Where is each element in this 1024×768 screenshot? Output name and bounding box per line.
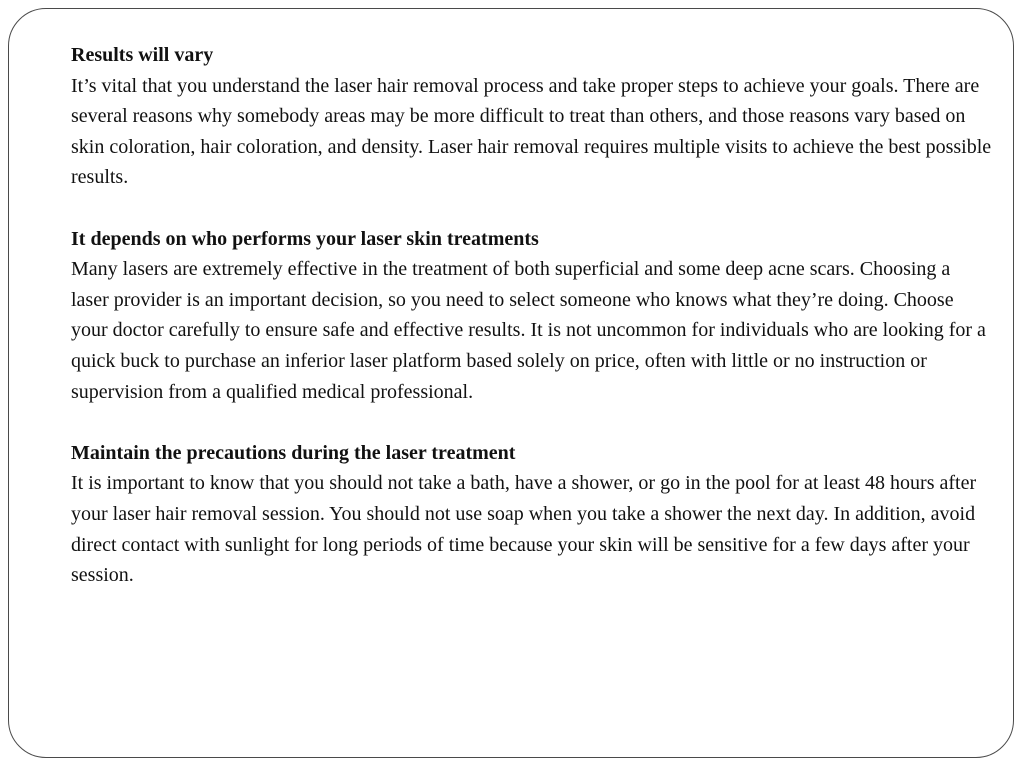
section-who-performs (71, 224, 993, 408)
section-heading: Maintain the precautions during the laser treatment (71, 441, 516, 464)
section-body: It is important to know that you should not take a bath, have a shower, or go in the pool for at least 48 hours after your laser hair removal session. You should not use soap when you take a shower the next day. In addition, avoid direct contact with sunlight for long periods of time because your skin will be sensitive for a few days after your session. (71, 472, 977, 587)
section-heading: It depends on who performs your laser skin treatments (71, 227, 539, 250)
slide-content (71, 40, 993, 621)
section-precautions (71, 438, 993, 591)
section-heading: Results will vary (71, 44, 214, 66)
section-results-will-vary (71, 40, 993, 193)
section-body: Many lasers are extremely effective in the treatment of both superficial and some deep acne scars. Choosing a laser provider is an important decision, so you need to select someone who knows what they’re doing. Choose your doctor carefully to ensure safe and effective results. It is not uncommon for individuals who are looking for a quick buck to purchase an inferior laser platform based solely on price, often with little or no instruction or supervision from a qualified medical professional. (71, 258, 986, 403)
section-body: It’s vital that you understand the laser hair removal process and take proper steps to achieve your goals. There are several reasons why somebody areas may be more difficult to treat than others, and those reasons vary based on skin coloration, hair coloration, and density. Laser hair removal requires multiple visits to achieve the best possible results. (71, 74, 992, 189)
slide-frame (8, 8, 1014, 758)
